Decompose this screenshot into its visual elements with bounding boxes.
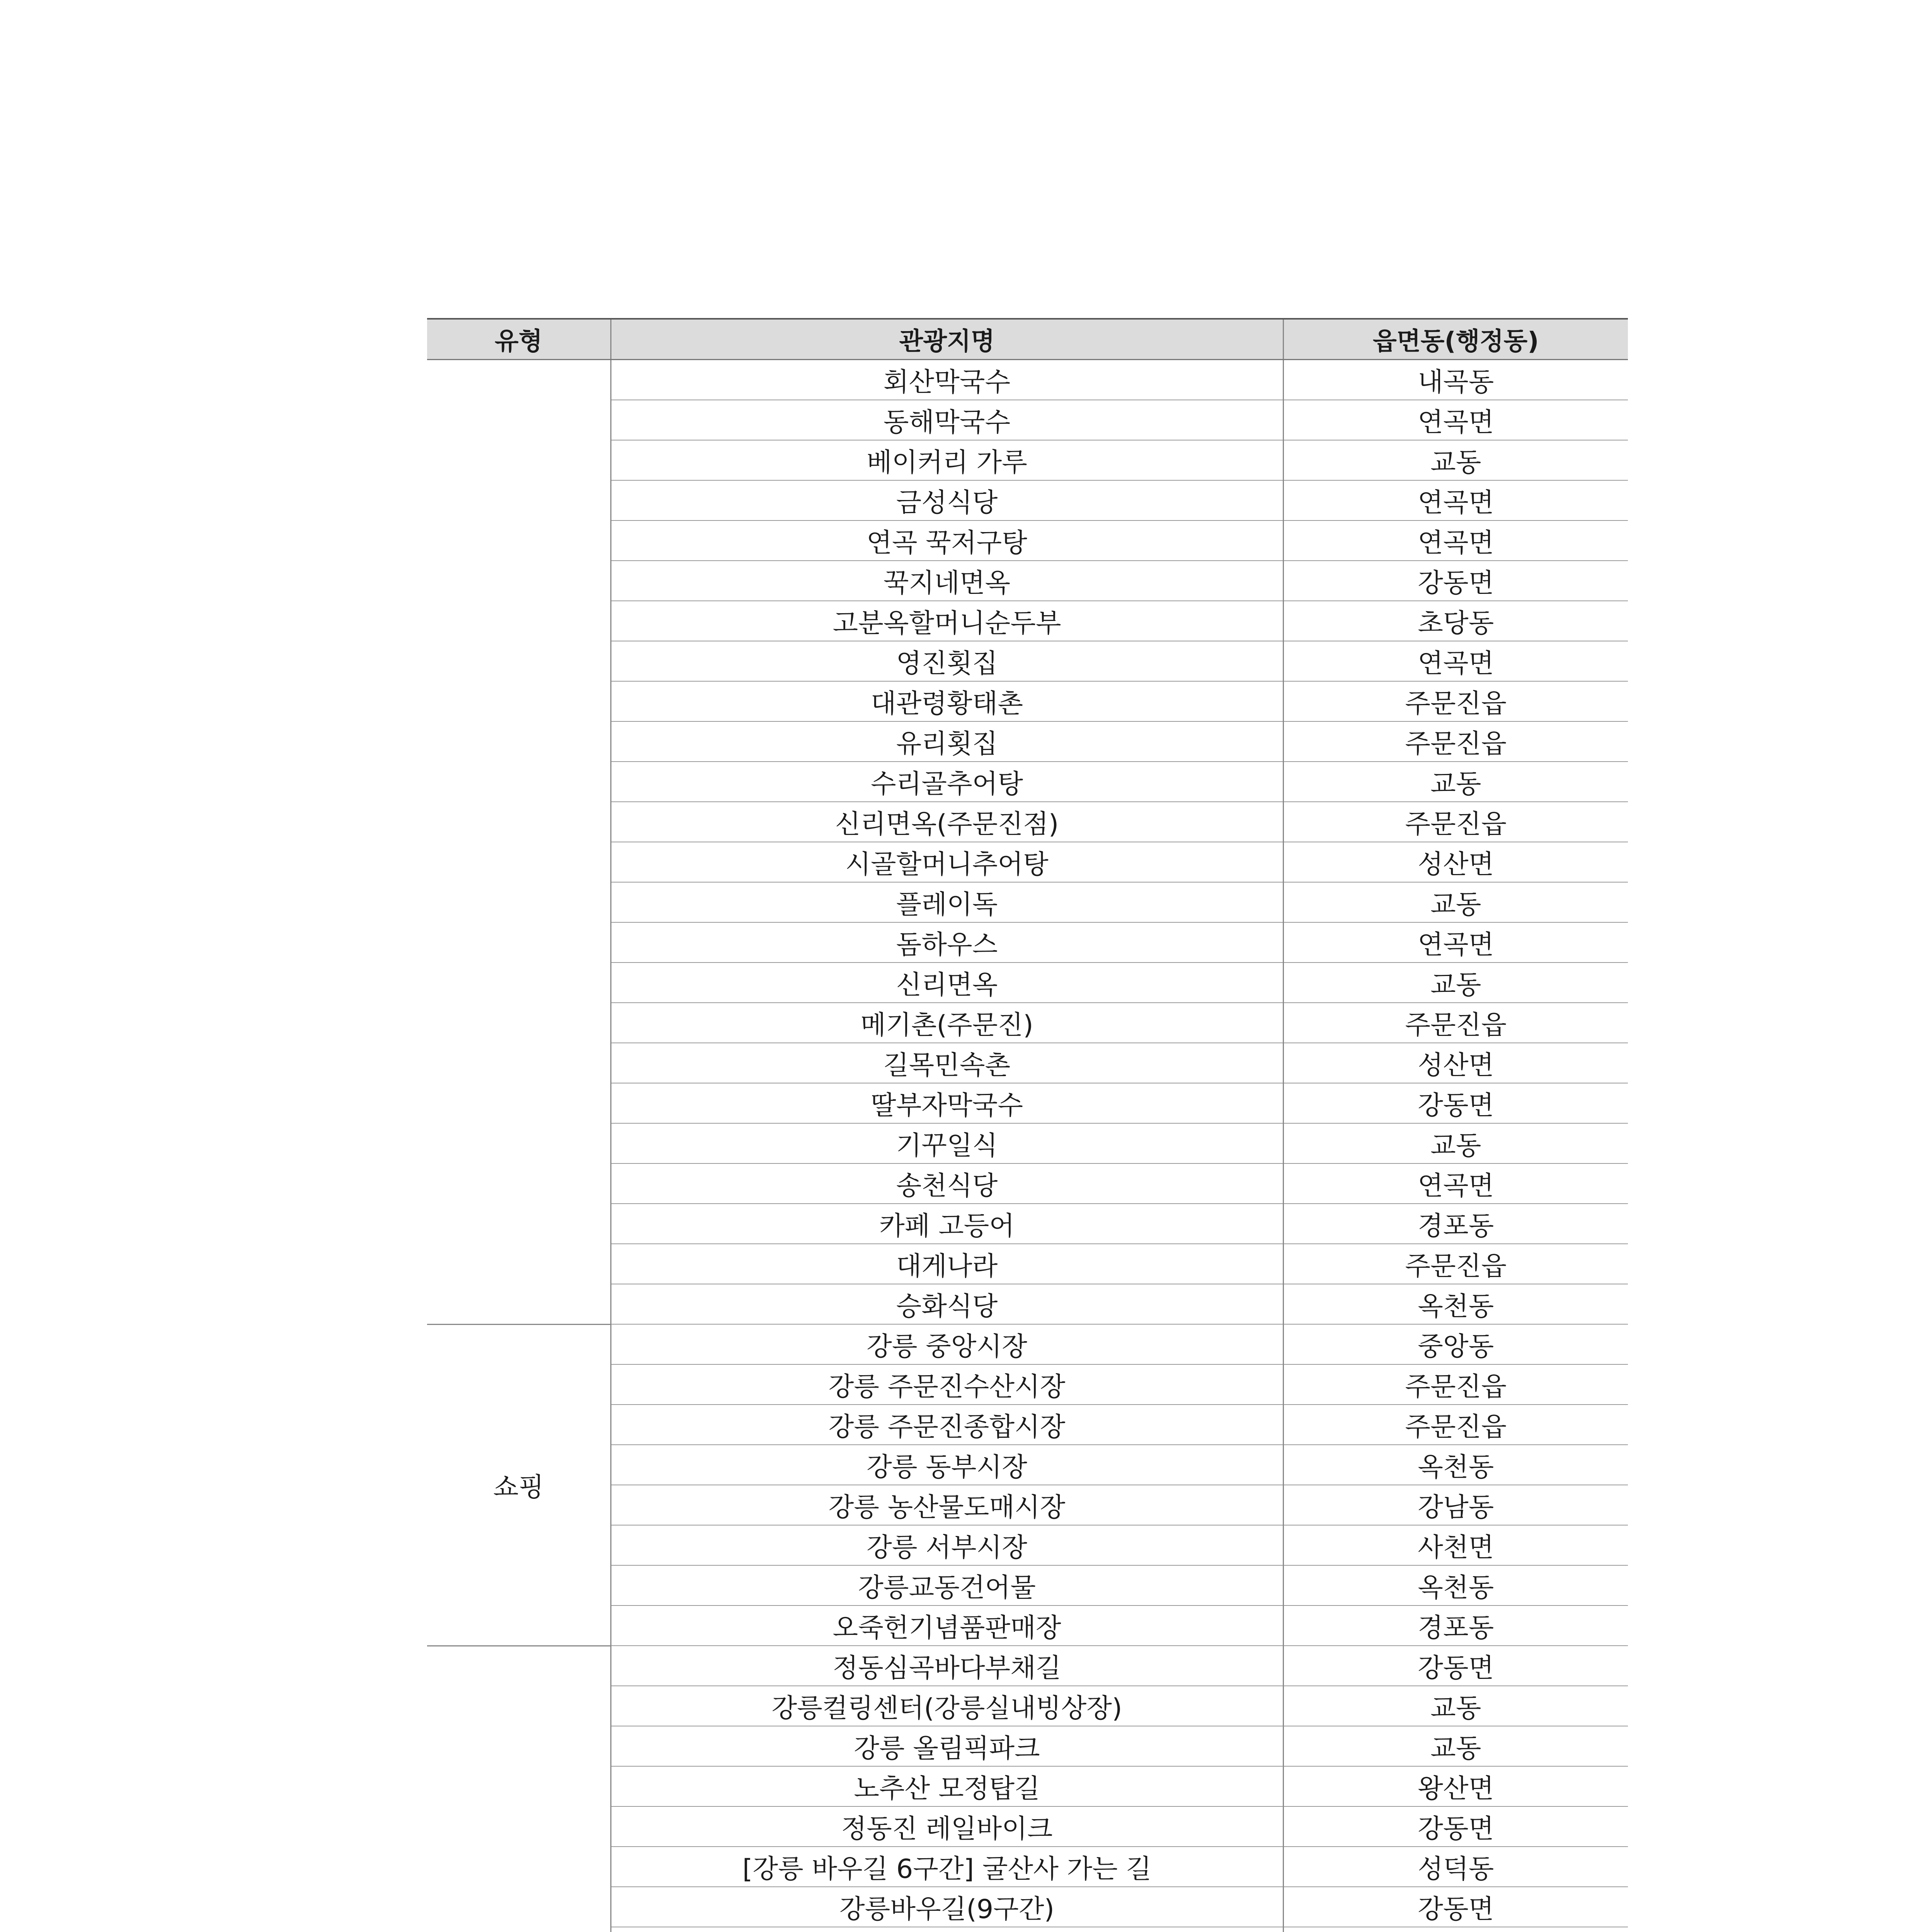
district-cell: 옥천동 — [1283, 1445, 1628, 1485]
attraction-name-cell: 승화식당 — [611, 1284, 1283, 1324]
district-cell: 강동면 — [1283, 1083, 1628, 1123]
attraction-name-cell: 강릉 주문진종합시장 — [611, 1405, 1283, 1445]
district-cell: 주문진읍 — [1283, 681, 1628, 721]
attraction-name-cell: [강릉 바우길 6구간] 굴산사 가는 길 — [611, 1847, 1283, 1887]
attractions-table — [427, 318, 1628, 1932]
table-header-row — [427, 319, 1628, 360]
table-row — [427, 1324, 1628, 1364]
attraction-name-cell: 돔하우스 — [611, 922, 1283, 963]
attraction-name-cell: 동해막국수 — [611, 400, 1283, 440]
district-cell: 교동 — [1283, 963, 1628, 1003]
district-cell: 초당동 — [1283, 601, 1628, 641]
attraction-name-cell: 카페 고등어 — [611, 1204, 1283, 1244]
district-cell: 강동면 — [1283, 1646, 1628, 1686]
attraction-name-cell: 강릉 중앙시장 — [611, 1324, 1283, 1364]
header-district: 읍면동(행정동) — [1283, 319, 1628, 360]
attraction-name-cell: 강릉 동부시장 — [611, 1445, 1283, 1485]
district-cell: 연곡면 — [1283, 480, 1628, 520]
district-cell: 강동면 — [1283, 561, 1628, 601]
attraction-name-cell: 강릉컬링센터(강릉실내빙상장) — [611, 1686, 1283, 1726]
attraction-name-cell: 정동진 레일바이크 — [611, 1806, 1283, 1847]
district-cell: 사천면 — [1283, 1525, 1628, 1565]
district-cell: 교동 — [1283, 1123, 1628, 1163]
table-row — [427, 360, 1628, 400]
type-cell — [427, 360, 611, 1325]
header-attraction-name: 관광지명 — [611, 319, 1283, 360]
district-cell: 중앙동 — [1283, 1324, 1628, 1364]
district-cell: 성덕동 — [1283, 1847, 1628, 1887]
type-cell — [427, 1646, 611, 1932]
district-cell: 연곡면 — [1283, 922, 1628, 963]
district-cell: 연곡면 — [1283, 400, 1628, 440]
attraction-name-cell: 금성식당 — [611, 480, 1283, 520]
header-type: 유형 — [427, 319, 611, 360]
attraction-name-cell: 신리면옥(주문진점) — [611, 802, 1283, 842]
attraction-name-cell: 수리골추어탕 — [611, 762, 1283, 802]
attraction-name-cell: 연곡 꾹저구탕 — [611, 520, 1283, 561]
attraction-name-cell: 송천식당 — [611, 1163, 1283, 1204]
district-cell: 연곡면 — [1283, 1163, 1628, 1204]
table-row — [427, 1646, 1628, 1686]
district-cell: 왕산면 — [1283, 1766, 1628, 1806]
district-cell: 교동 — [1283, 1686, 1628, 1726]
attraction-name-cell: 노추산 모정탑길 — [611, 1766, 1283, 1806]
attraction-name-cell: 시골할머니추어탕 — [611, 842, 1283, 882]
attraction-name-cell: 메기촌(주문진) — [611, 1003, 1283, 1043]
district-cell: 연곡면 — [1283, 641, 1628, 681]
district-cell: 주문진읍 — [1283, 802, 1628, 842]
attraction-name-cell: 강릉 올림픽파크 — [611, 1726, 1283, 1766]
district-cell — [1283, 1927, 1628, 1932]
attraction-name-cell: 강릉바우길(9구간) — [611, 1887, 1283, 1927]
attraction-name-cell: 길목민속촌 — [611, 1043, 1283, 1083]
district-cell: 강동면 — [1283, 1887, 1628, 1927]
attraction-name-cell: 대관령황태촌 — [611, 681, 1283, 721]
attraction-name-cell: 고분옥할머니순두부 — [611, 601, 1283, 641]
attraction-name-cell — [611, 1927, 1283, 1932]
district-cell: 주문진읍 — [1283, 1405, 1628, 1445]
district-cell: 주문진읍 — [1283, 1003, 1628, 1043]
attraction-name-cell: 회산막국수 — [611, 360, 1283, 400]
district-cell: 성산면 — [1283, 842, 1628, 882]
attraction-name-cell: 영진횟집 — [611, 641, 1283, 681]
attraction-name-cell: 대게나라 — [611, 1244, 1283, 1284]
district-cell: 교동 — [1283, 440, 1628, 480]
district-cell: 교동 — [1283, 1726, 1628, 1766]
district-cell: 교동 — [1283, 762, 1628, 802]
district-cell: 성산면 — [1283, 1043, 1628, 1083]
attraction-name-cell: 강릉 서부시장 — [611, 1525, 1283, 1565]
district-cell: 주문진읍 — [1283, 1364, 1628, 1405]
district-cell: 주문진읍 — [1283, 1244, 1628, 1284]
district-cell: 옥천동 — [1283, 1565, 1628, 1605]
attraction-name-cell: 신리면옥 — [611, 963, 1283, 1003]
district-cell: 주문진읍 — [1283, 721, 1628, 762]
attraction-name-cell: 강릉 농산물도매시장 — [611, 1485, 1283, 1525]
district-cell: 강남동 — [1283, 1485, 1628, 1525]
attraction-name-cell: 딸부자막국수 — [611, 1083, 1283, 1123]
district-cell: 연곡면 — [1283, 520, 1628, 561]
district-cell: 경포동 — [1283, 1204, 1628, 1244]
attraction-name-cell: 꾹지네면옥 — [611, 561, 1283, 601]
attraction-name-cell: 베이커리 가루 — [611, 440, 1283, 480]
attraction-name-cell: 유리횟집 — [611, 721, 1283, 762]
attraction-name-cell: 기꾸일식 — [611, 1123, 1283, 1163]
attraction-name-cell: 강릉교동건어물 — [611, 1565, 1283, 1605]
attraction-name-cell: 정동심곡바다부채길 — [611, 1646, 1283, 1686]
attraction-name-cell: 플레이독 — [611, 882, 1283, 922]
district-cell: 옥천동 — [1283, 1284, 1628, 1324]
attraction-name-cell: 오죽헌기념품판매장 — [611, 1605, 1283, 1646]
district-cell: 경포동 — [1283, 1605, 1628, 1646]
type-cell: 쇼핑 — [427, 1324, 611, 1646]
district-cell: 내곡동 — [1283, 360, 1628, 400]
district-cell: 교동 — [1283, 882, 1628, 922]
attraction-name-cell: 강릉 주문진수산시장 — [611, 1364, 1283, 1405]
district-cell: 강동면 — [1283, 1806, 1628, 1847]
table-body — [427, 360, 1628, 1932]
